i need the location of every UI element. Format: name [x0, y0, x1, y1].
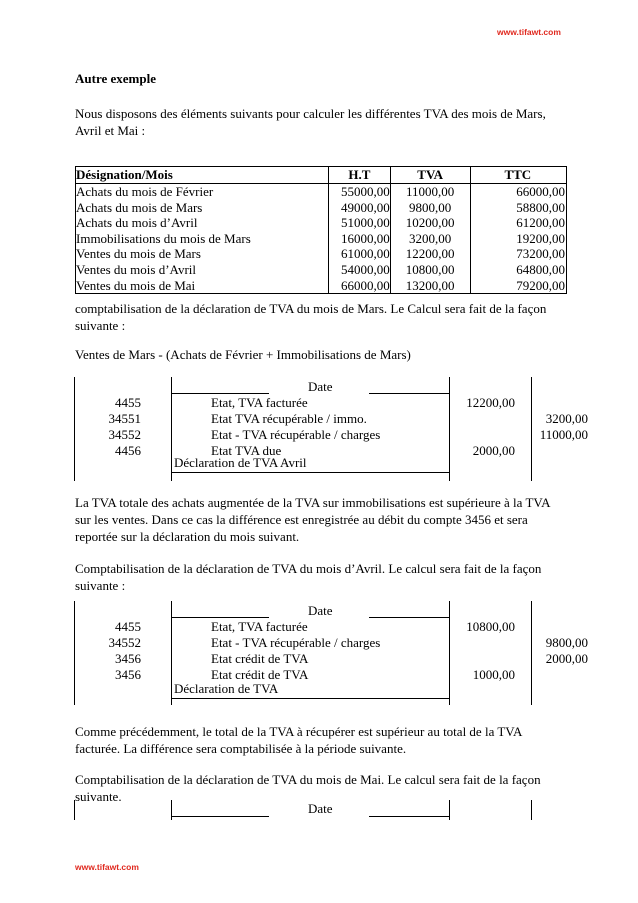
journal-account: 34551	[108, 411, 141, 426]
journal-debit: 2000,00	[472, 443, 515, 458]
journal-label: Etat crédit de TVA	[211, 651, 309, 666]
journal-date-label: Date	[308, 379, 333, 394]
journal-date-label: Date	[308, 603, 333, 618]
journal-account: 3456	[115, 667, 141, 682]
cell-designation: Achats du mois d’Avril	[76, 215, 329, 231]
cell-tva: 3200,00	[390, 231, 470, 247]
table-row	[76, 215, 567, 231]
para-mars-line-1: comptabilisation de la déclaration de TVA du mois de Mars. Le Calcul sera fait de la façon	[75, 301, 547, 316]
journal-label: Etat, TVA facturée	[211, 619, 308, 634]
cell-ht: 61000,00	[329, 246, 391, 262]
cell-designation: Ventes du mois de Mai	[76, 278, 329, 294]
journal-rule	[449, 601, 450, 705]
journal-footer: Déclaration de TVA Avril	[174, 455, 307, 470]
cell-ht: 54000,00	[329, 262, 391, 278]
cell-ttc: 61200,00	[470, 215, 566, 231]
journal-entry-avril	[75, 601, 595, 705]
cell-tva: 9800,00	[390, 200, 470, 216]
cell-tva: 11000,00	[390, 184, 470, 200]
journal-label: Etat TVA récupérable / immo.	[211, 411, 367, 426]
journal-label: Etat crédit de TVA	[211, 667, 309, 682]
table-row	[76, 184, 567, 200]
header-designation: Désignation/Mois	[76, 167, 329, 184]
para-avril-line-2: suivante :	[75, 578, 126, 593]
cell-designation: Ventes du mois d’Avril	[76, 262, 329, 278]
journal-rule	[74, 800, 75, 820]
watermark-bottom[interactable]: www.tifawt.com	[75, 862, 139, 872]
cell-designation: Achats du mois de Février	[76, 184, 329, 200]
journal-account: 4456	[115, 443, 141, 458]
cell-ttc: 79200,00	[470, 278, 566, 294]
date-rule	[172, 816, 269, 817]
cell-tva: 10200,00	[390, 215, 470, 231]
para-prec-line-1: Comme précédemment, le total de la TVA à récupérer est supérieur au total de la TVA	[75, 724, 523, 739]
journal-debit: 10800,00	[466, 619, 515, 634]
cell-tva: 13200,00	[390, 278, 470, 294]
tva-data-table	[75, 166, 567, 294]
cell-ttc: 58800,00	[470, 200, 566, 216]
cell-designation: Achats du mois de Mars	[76, 200, 329, 216]
journal-credit: 11000,00	[539, 427, 588, 442]
date-rule	[369, 816, 449, 817]
para-total-line-2: sur les ventes. Dans ce cas la différence est enregistrée au débit du compte 3456 et sera	[75, 512, 528, 527]
journal-label: Etat - TVA récupérable / charges	[211, 427, 381, 442]
footer-rule	[172, 472, 449, 473]
formula-mars: Ventes de Mars - (Achats de Février + Immobilisations de Mars)	[75, 347, 411, 362]
watermark-top[interactable]: www.tifawt.com	[497, 27, 561, 37]
journal-label: Etat - TVA récupérable / charges	[211, 635, 381, 650]
journal-date-label: Date	[308, 801, 333, 816]
journal-account: 3456	[115, 651, 141, 666]
date-rule	[369, 617, 449, 618]
journal-footer: Déclaration de TVA	[174, 681, 279, 696]
journal-label: Etat, TVA facturée	[211, 395, 308, 410]
journal-rule	[531, 800, 532, 820]
date-rule	[369, 393, 449, 394]
para-total-line-3: reportée sur la déclaration du mois suivant.	[75, 529, 300, 544]
journal-credit: 2000,00	[545, 651, 588, 666]
cell-ht: 16000,00	[329, 231, 391, 247]
table-row	[76, 200, 567, 216]
para-prec-line-2: facturée. La différence sera comptabilisée à la période suivante.	[75, 741, 407, 756]
cell-ttc: 73200,00	[470, 246, 566, 262]
journal-rule	[449, 800, 450, 820]
cell-tva: 10800,00	[390, 262, 470, 278]
para-avril-line-1: Comptabilisation de la déclaration de TVA du mois d’Avril. Le calcul sera fait de la façon	[75, 561, 542, 576]
date-rule	[172, 617, 269, 618]
journal-entry-mars	[75, 377, 595, 481]
journal-credit: 3200,00	[545, 411, 588, 426]
journal-account: 34552	[108, 635, 141, 650]
journal-entry-mai	[75, 800, 595, 820]
table-row	[76, 278, 567, 294]
cell-tva: 12200,00	[390, 246, 470, 262]
journal-debit: 1000,00	[472, 667, 515, 682]
intro-line-1: Nous disposons des éléments suivants pour calculer les différentes TVA des mois de Mars,	[75, 106, 546, 121]
cell-ttc: 64800,00	[470, 262, 566, 278]
intro-line-2: Avril et Mai :	[75, 123, 146, 138]
journal-rule	[449, 377, 450, 481]
para-mars-line-2: suivante :	[75, 318, 126, 333]
journal-credit: 9800,00	[545, 635, 588, 650]
cell-designation: Immobilisations du mois de Mars	[76, 231, 329, 247]
cell-ht: 55000,00	[329, 184, 391, 200]
date-rule	[172, 393, 269, 394]
header-tva: TVA	[390, 167, 470, 184]
header-ht: H.T	[329, 167, 391, 184]
table-header-row	[76, 167, 567, 184]
para-mai-line-2: suivante.	[75, 789, 122, 804]
journal-account: 4455	[115, 395, 141, 410]
journal-label: Etat TVA due	[211, 443, 282, 458]
section-heading: Autre exemple	[75, 71, 156, 86]
table-row	[76, 231, 567, 247]
cell-ttc: 19200,00	[470, 231, 566, 247]
journal-account: 34552	[108, 427, 141, 442]
para-mai-line-1: Comptabilisation de la déclaration de TVA du mois de Mai. Le calcul sera fait de la façon	[75, 772, 541, 787]
cell-ttc: 66000,00	[470, 184, 566, 200]
cell-ht: 66000,00	[329, 278, 391, 294]
cell-designation: Ventes du mois de Mars	[76, 246, 329, 262]
journal-account: 4455	[115, 619, 141, 634]
para-total-line-1: La TVA totale des achats augmentée de la TVA sur immobilisations est supérieure à la TVA	[75, 495, 551, 510]
journal-debit: 12200,00	[466, 395, 515, 410]
footer-rule	[172, 698, 449, 699]
header-ttc: TTC	[470, 167, 566, 184]
cell-ht: 49000,00	[329, 200, 391, 216]
table-row	[76, 262, 567, 278]
journal-rule	[171, 800, 172, 820]
table-row	[76, 246, 567, 262]
cell-ht: 51000,00	[329, 215, 391, 231]
